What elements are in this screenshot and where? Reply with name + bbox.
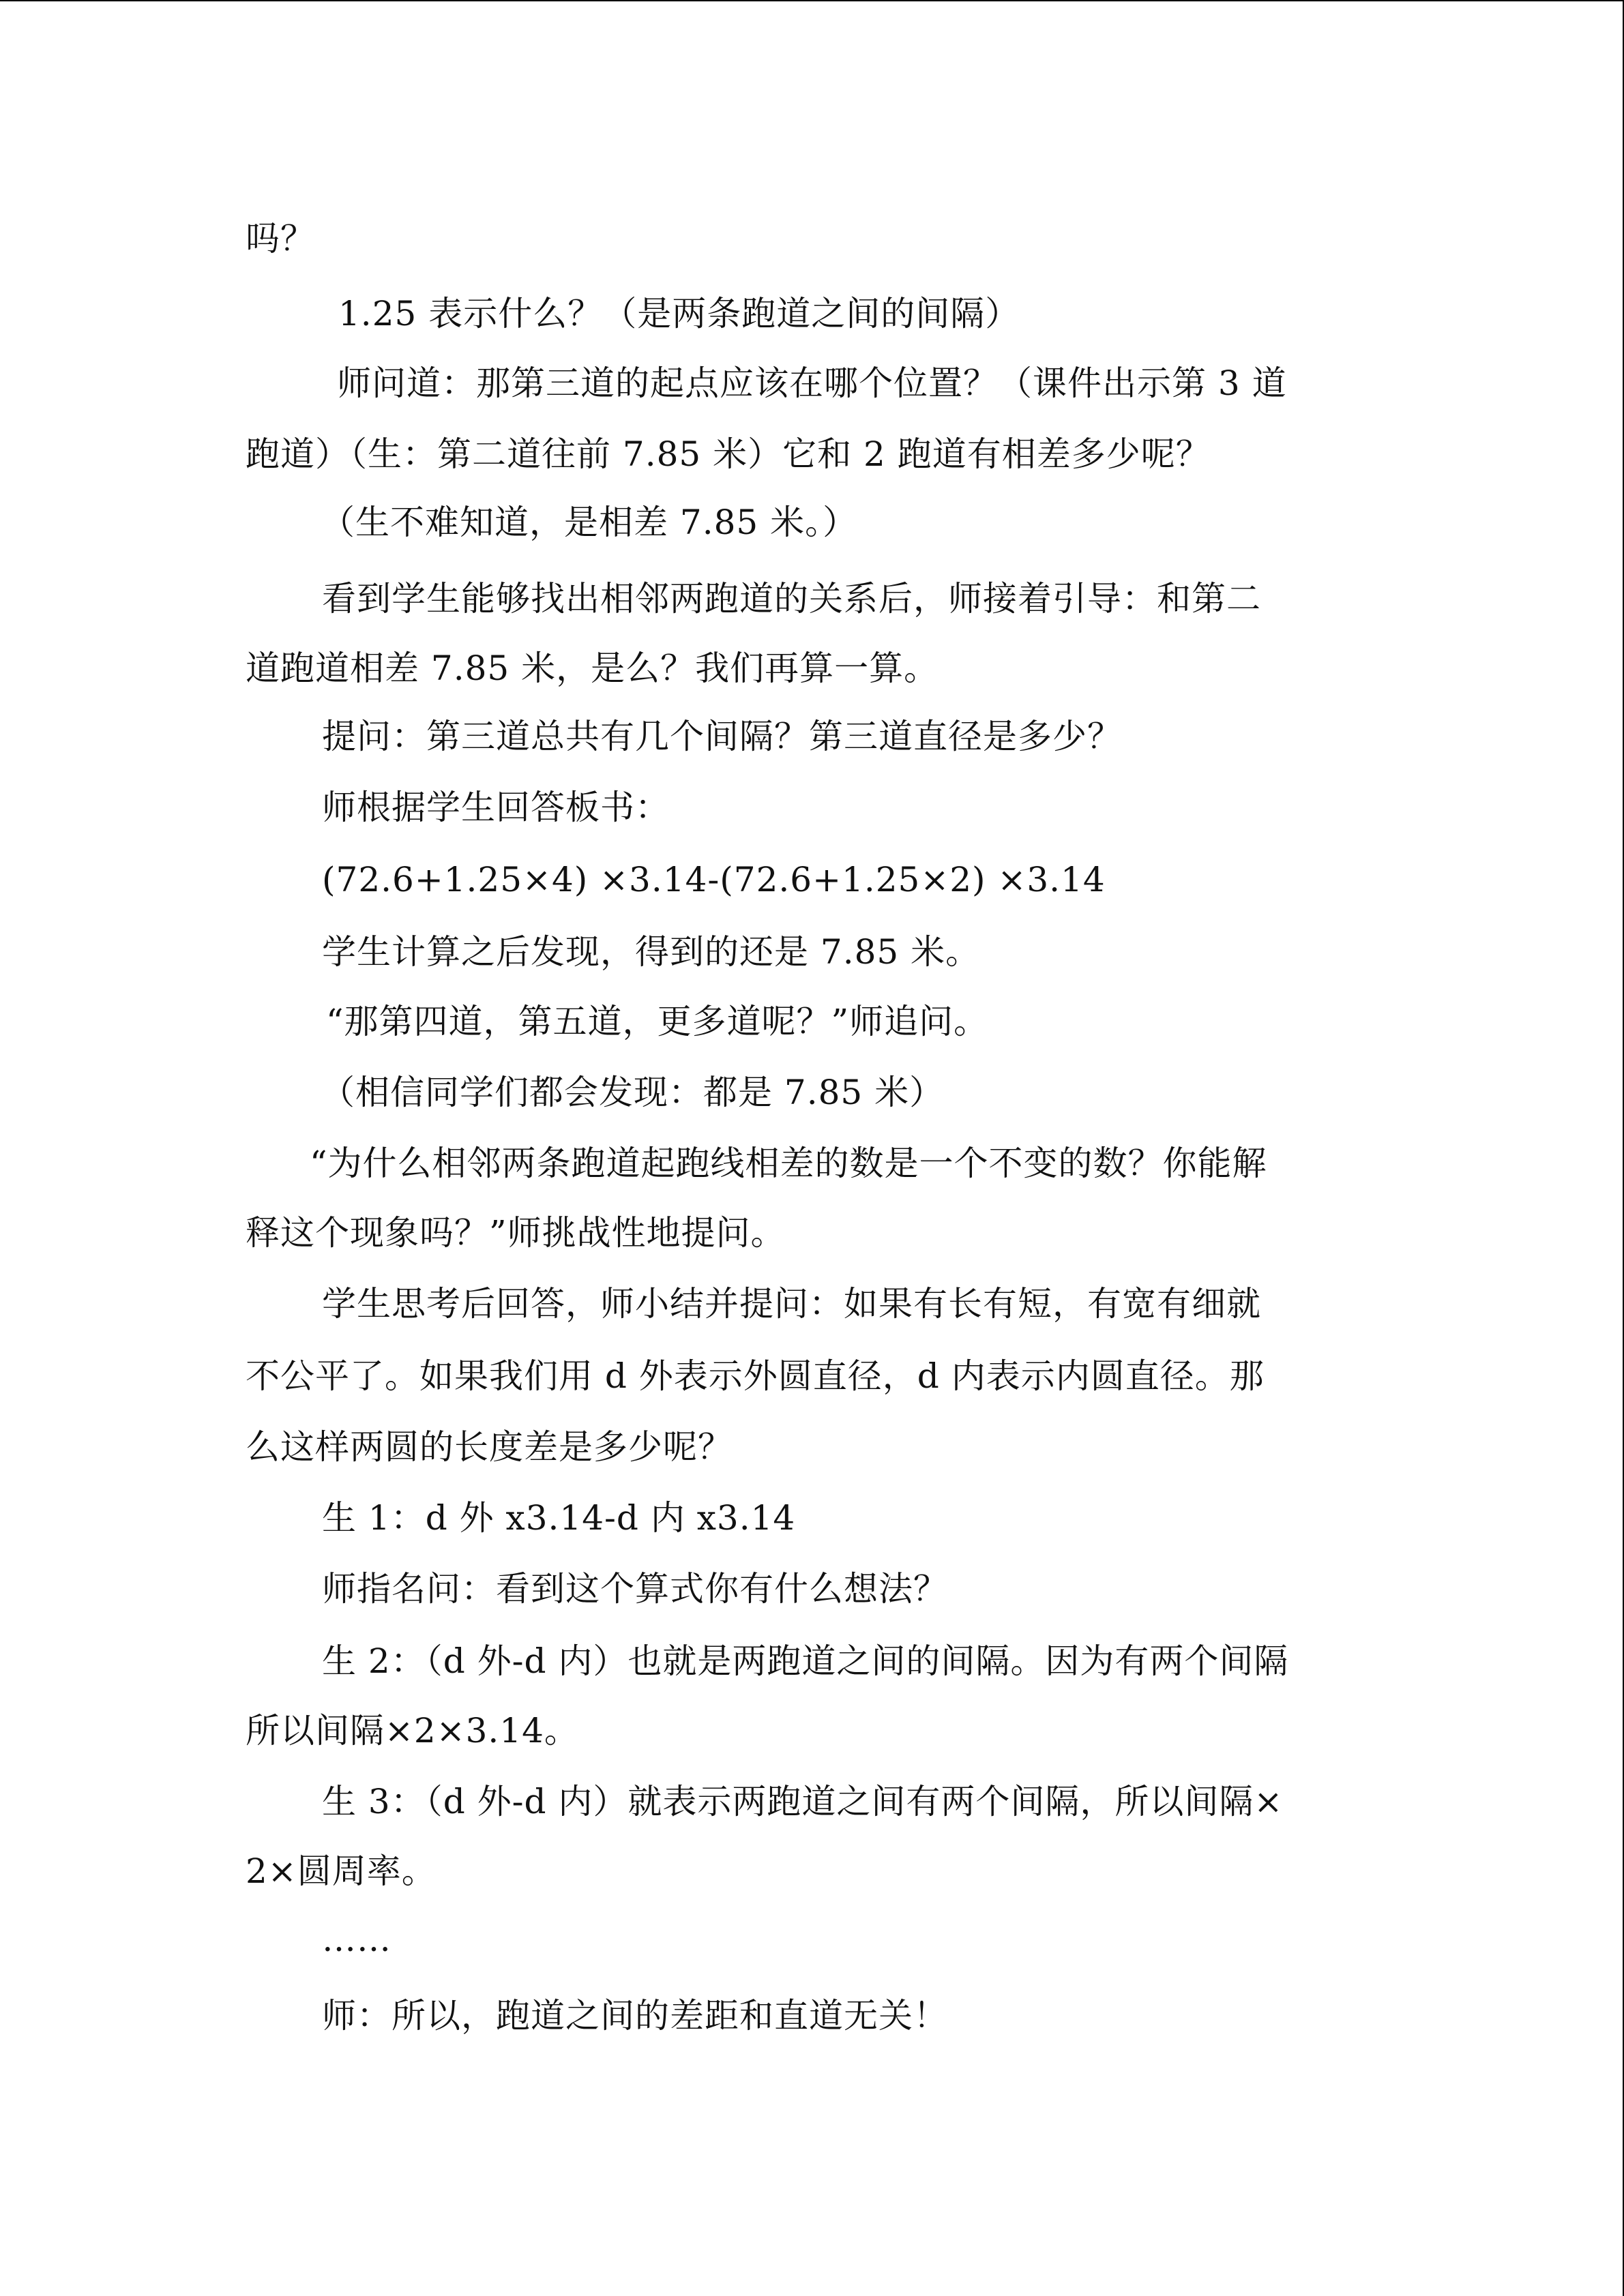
text-line: 道跑道相差 7.85 米，是么？我们再算一算。	[246, 648, 939, 688]
text-line: 学生计算之后发现，得到的还是 7.85 米。	[322, 932, 981, 972]
text-line: 生 3：（d 外-d 内）就表示两跑道之间有两个间隔，所以间隔×	[322, 1782, 1284, 1821]
text-line: 释这个现象吗？”师挑战性地提问。	[246, 1213, 786, 1253]
text-line: 生 1：d 外 x3.14-d 内 x3.14	[322, 1498, 796, 1538]
text-line: （生不难知道，是相差 7.85 米。）	[321, 503, 858, 542]
text-line: 跑道）（生：第二道往前 7.85 米）它和 2 跑道有相差多少呢？	[246, 434, 1211, 474]
formula-line: (72.6+1.25×4) ×3.14-(72.6+1.25×2) ×3.14	[322, 860, 1106, 899]
text-line: 学生思考后回答，师小结并提问：如果有长有短，有宽有细就	[322, 1284, 1261, 1324]
text-line: 所以间隔×2×3.14。	[246, 1711, 579, 1750]
text-line: 提问：第三道总共有几个间隔？第三道直径是多少？	[322, 717, 1122, 756]
text-line: 吗？	[246, 219, 315, 258]
text-line: 2×圆周率。	[246, 1851, 437, 1891]
text-line: 师根据学生回答板书：	[322, 788, 670, 827]
text-line: 师问道：那第三道的起点应该在哪个位置？（课件出示第 3 道	[337, 363, 1287, 403]
text-line: （相信同学们都会发现：都是 7.85 米）	[321, 1073, 945, 1112]
ellipsis-line: ……	[322, 1920, 392, 1959]
text-line: 师：所以，跑道之间的差距和直道无关！	[322, 1996, 948, 2036]
text-line: 生 2：（d 外-d 内）也就是两跑道之间的间隔。因为有两个间隔	[322, 1641, 1289, 1681]
text-line: 不公平了。如果我们用 d 外表示外圆直径，d 内表示内圆直径。那	[246, 1356, 1265, 1396]
text-line: 看到学生能够找出相邻两跑道的关系后，师接着引导：和第二	[322, 579, 1261, 618]
text-line: “为什么相邻两条跑道起跑线相差的数是一个不变的数？你能解	[310, 1144, 1267, 1183]
text-line: 师指名问：看到这个算式你有什么想法？	[322, 1569, 948, 1609]
text-line: “那第四道，第五道，更多道呢？”师追问。	[326, 1002, 989, 1041]
text-line: 1.25 表示什么？（是两条跑道之间的间隔）	[338, 294, 1020, 333]
text-line: 么这样两圆的长度差是多少呢？	[246, 1427, 733, 1467]
